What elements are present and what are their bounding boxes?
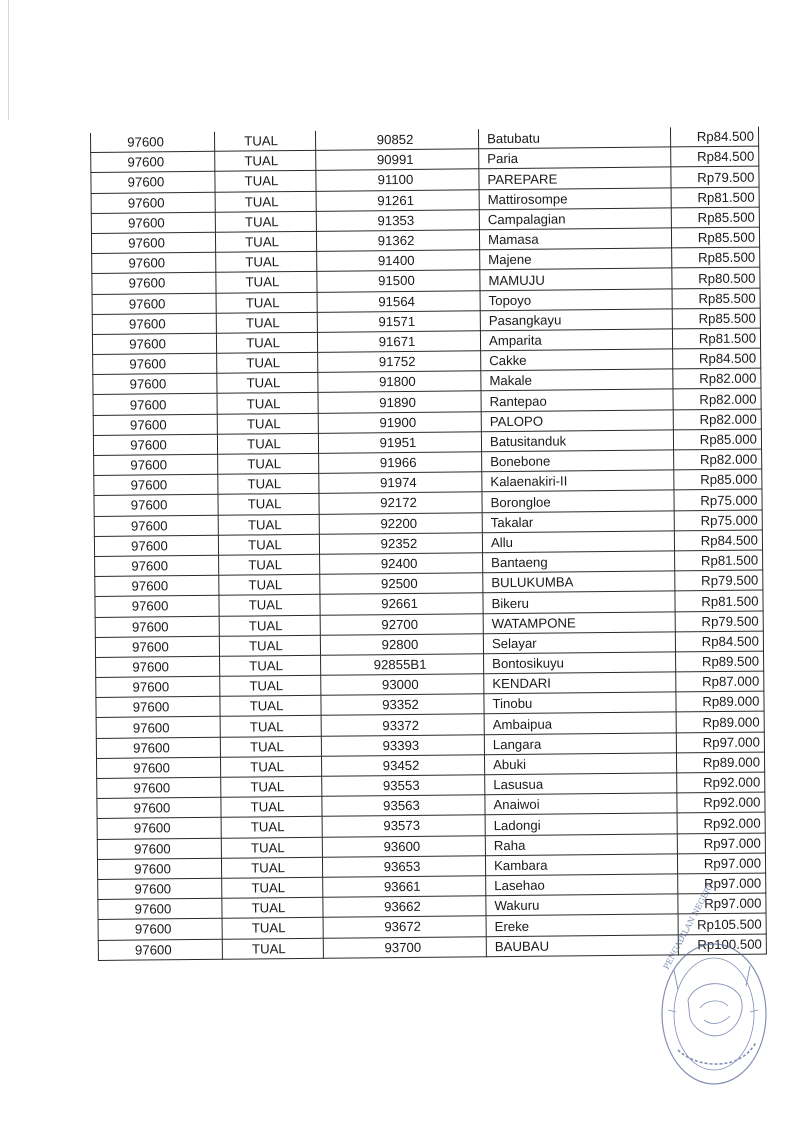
origin-code-cell: 97600	[97, 818, 221, 839]
origin-area-cell: TUAL	[218, 534, 319, 555]
destination-city-cell: Takalar	[482, 510, 674, 532]
destination-zip-cell: 93372	[321, 714, 484, 736]
price-cell: Rp92.000	[677, 812, 765, 833]
origin-area-cell: TUAL	[221, 817, 322, 838]
price-cell: Rp84.500	[673, 348, 761, 369]
origin-area-cell: TUAL	[218, 494, 319, 515]
origin-area-cell: TUAL	[215, 231, 316, 252]
price-cell: Rp84.500	[674, 530, 762, 551]
origin-code-cell: 97600	[95, 616, 219, 637]
rate-table	[90, 127, 767, 961]
destination-zip-cell: 91671	[317, 331, 480, 353]
destination-city-cell: Borongloe	[482, 490, 674, 512]
origin-area-cell: TUAL	[222, 877, 323, 898]
destination-zip-cell: 93553	[322, 775, 485, 797]
origin-area-cell: TUAL	[221, 857, 322, 878]
origin-area-cell: TUAL	[219, 595, 320, 616]
destination-city-cell: Batusitanduk	[481, 430, 673, 452]
destination-city-cell: Batubatu	[478, 127, 670, 149]
origin-area-cell: TUAL	[221, 776, 322, 797]
destination-zip-cell: 91500	[317, 270, 480, 292]
origin-code-cell: 97600	[94, 535, 218, 556]
price-cell: Rp85.500	[671, 227, 759, 248]
destination-city-cell: Wakuru	[486, 894, 678, 916]
origin-code-cell: 97600	[96, 717, 220, 738]
destination-city-cell: Lasehao	[486, 874, 678, 896]
destination-city-cell: PAREPARE	[479, 167, 671, 189]
price-cell: Rp89.500	[676, 651, 764, 672]
origin-area-cell: TUAL	[219, 635, 320, 656]
destination-zip-cell: 92200	[319, 512, 482, 534]
origin-code-cell: 97600	[95, 596, 219, 617]
price-cell: Rp80.500	[672, 267, 760, 288]
price-cell: Rp79.500	[671, 166, 759, 187]
origin-code-cell: 97600	[90, 132, 214, 153]
price-cell: Rp85.500	[672, 288, 760, 309]
origin-area-cell: TUAL	[217, 433, 318, 454]
origin-code-cell: 97600	[91, 172, 215, 193]
destination-city-cell: Campalagian	[479, 208, 671, 230]
origin-code-cell: 97600	[94, 495, 218, 516]
origin-area-cell: TUAL	[216, 332, 317, 353]
price-cell: Rp87.000	[676, 671, 764, 692]
destination-zip-cell: 90852	[315, 129, 478, 150]
origin-code-cell: 97600	[92, 313, 216, 334]
destination-city-cell: Majene	[480, 248, 672, 270]
origin-code-cell: 97600	[94, 474, 218, 495]
price-cell: Rp105.500	[678, 913, 766, 934]
destination-zip-cell: 91752	[318, 351, 481, 373]
destination-zip-cell: 93662	[323, 896, 486, 918]
origin-area-cell: TUAL	[216, 292, 317, 313]
destination-zip-cell: 92855B1	[321, 654, 484, 676]
price-cell: Rp97.000	[678, 893, 766, 914]
destination-zip-cell: 92800	[320, 633, 483, 655]
price-cell: Rp81.500	[672, 328, 760, 349]
destination-city-cell: Topoyo	[480, 288, 672, 310]
origin-area-cell: TUAL	[219, 554, 320, 575]
origin-code-cell: 97600	[92, 293, 216, 314]
destination-zip-cell: 93661	[323, 876, 486, 898]
price-cell: Rp92.000	[677, 772, 765, 793]
price-cell: Rp82.000	[673, 368, 761, 389]
destination-zip-cell: 93573	[322, 815, 485, 837]
origin-area-cell: TUAL	[217, 413, 318, 434]
origin-code-cell: 97600	[98, 939, 222, 960]
destination-zip-cell: 91100	[316, 169, 479, 191]
destination-zip-cell: 90991	[316, 149, 479, 171]
price-cell: Rp84.500	[670, 127, 758, 148]
destination-zip-cell: 91890	[318, 391, 481, 413]
origin-code-cell: 97600	[95, 555, 219, 576]
origin-code-cell: 97600	[93, 414, 217, 435]
destination-city-cell: Ereke	[486, 914, 678, 936]
destination-city-cell: Mattirosompe	[479, 187, 671, 209]
destination-zip-cell: 92400	[320, 553, 483, 575]
origin-code-cell: 97600	[96, 697, 220, 718]
destination-city-cell: WATAMPONE	[483, 611, 675, 633]
price-cell: Rp92.000	[677, 792, 765, 813]
origin-area-cell: TUAL	[222, 918, 323, 939]
origin-code-cell: 97600	[98, 919, 222, 940]
rate-table-container	[90, 127, 766, 959]
origin-code-cell: 97600	[97, 797, 221, 818]
origin-area-cell: TUAL	[220, 756, 321, 777]
price-cell: Rp84.500	[671, 146, 759, 167]
origin-code-cell: 97600	[93, 374, 217, 395]
destination-city-cell: Bikeru	[483, 591, 675, 613]
destination-city-cell: Ambaipua	[484, 712, 676, 734]
destination-zip-cell: 91571	[317, 310, 480, 332]
origin-area-cell: TUAL	[220, 655, 321, 676]
origin-area-cell: TUAL	[220, 675, 321, 696]
origin-code-cell: 97600	[93, 394, 217, 415]
origin-area-cell: TUAL	[218, 453, 319, 474]
destination-city-cell: Kambara	[485, 854, 677, 876]
destination-zip-cell: 91362	[316, 230, 479, 252]
origin-code-cell: 97600	[97, 858, 221, 879]
price-cell: Rp82.000	[673, 389, 761, 410]
origin-code-cell: 97600	[97, 838, 221, 859]
origin-code-cell: 97600	[91, 151, 215, 172]
price-cell: Rp81.500	[671, 187, 759, 208]
destination-zip-cell: 91974	[319, 472, 482, 494]
origin-code-cell: 97600	[97, 757, 221, 778]
origin-code-cell: 97600	[98, 898, 222, 919]
origin-code-cell: 97600	[91, 192, 215, 213]
origin-area-cell: TUAL	[217, 373, 318, 394]
price-cell: Rp75.000	[674, 489, 762, 510]
destination-city-cell: Bantaeng	[483, 551, 675, 573]
price-cell: Rp85.000	[673, 429, 761, 450]
price-cell: Rp75.000	[674, 510, 762, 531]
destination-city-cell: KENDARI	[484, 672, 676, 694]
price-cell: Rp81.500	[675, 550, 763, 571]
origin-area-cell: TUAL	[222, 938, 323, 959]
destination-city-cell: Lasusua	[485, 773, 677, 795]
origin-code-cell: 97600	[95, 636, 219, 657]
destination-city-cell: Mamasa	[479, 228, 671, 250]
origin-code-cell: 97600	[91, 232, 215, 253]
destination-zip-cell: 93672	[323, 916, 486, 938]
destination-zip-cell: 93653	[322, 855, 485, 877]
origin-code-cell: 97600	[91, 212, 215, 233]
price-cell: Rp82.000	[673, 409, 761, 430]
destination-city-cell: Paria	[479, 147, 671, 169]
price-cell: Rp100.500	[678, 934, 766, 955]
destination-city-cell: Makale	[481, 369, 673, 391]
destination-city-cell: Kalaenakiri-II	[482, 470, 674, 492]
destination-zip-cell: 93600	[322, 835, 485, 857]
origin-code-cell: 97600	[93, 434, 217, 455]
origin-area-cell: TUAL	[216, 251, 317, 272]
destination-city-cell: PALOPO	[481, 410, 673, 432]
destination-zip-cell: 93000	[321, 674, 484, 696]
origin-area-cell: TUAL	[215, 171, 316, 192]
price-cell: Rp89.000	[676, 711, 764, 732]
svg-text:PENGADILAN NEGERI: PENGADILAN NEGERI	[661, 882, 715, 971]
origin-code-cell: 97600	[92, 252, 216, 273]
destination-zip-cell: 92172	[319, 492, 482, 514]
destination-zip-cell: 91261	[316, 189, 479, 211]
price-cell: Rp85.500	[671, 207, 759, 228]
origin-area-cell: TUAL	[221, 837, 322, 858]
destination-zip-cell: 92661	[320, 593, 483, 615]
destination-zip-cell: 93563	[322, 795, 485, 817]
origin-area-cell: TUAL	[217, 352, 318, 373]
origin-area-cell: TUAL	[220, 736, 321, 757]
origin-code-cell: 97600	[96, 656, 220, 677]
origin-area-cell: TUAL	[221, 796, 322, 817]
origin-area-cell: TUAL	[215, 191, 316, 212]
destination-zip-cell: 91400	[317, 250, 480, 272]
destination-zip-cell: 93393	[321, 734, 484, 756]
rate-table-body	[90, 127, 766, 961]
destination-zip-cell: 93700	[323, 936, 486, 958]
origin-area-cell: TUAL	[219, 574, 320, 595]
destination-city-cell: Bonebone	[482, 450, 674, 472]
destination-city-cell: Anaiwoi	[485, 793, 677, 815]
price-cell: Rp79.500	[675, 570, 763, 591]
price-cell: Rp89.000	[676, 691, 764, 712]
destination-zip-cell: 91966	[319, 452, 482, 474]
destination-city-cell: Langara	[484, 733, 676, 755]
origin-code-cell: 97600	[94, 515, 218, 536]
page-edge-line	[8, 0, 9, 120]
destination-city-cell: Raha	[485, 833, 677, 855]
origin-code-cell: 97600	[92, 333, 216, 354]
destination-city-cell: BAUBAU	[486, 934, 678, 956]
destination-city-cell: Ladongi	[485, 813, 677, 835]
price-cell: Rp85.000	[674, 469, 762, 490]
destination-city-cell: Cakke	[481, 349, 673, 371]
origin-area-cell: TUAL	[215, 211, 316, 232]
origin-code-cell: 97600	[96, 737, 220, 758]
destination-city-cell: Tinobu	[484, 692, 676, 714]
origin-code-cell: 97600	[92, 273, 216, 294]
destination-city-cell: Pasangkayu	[480, 309, 672, 331]
origin-area-cell: TUAL	[218, 474, 319, 495]
destination-city-cell: Rantepao	[481, 389, 673, 411]
origin-area-cell: TUAL	[218, 514, 319, 535]
price-cell: Rp81.500	[675, 590, 763, 611]
price-cell: Rp82.000	[674, 449, 762, 470]
destination-zip-cell: 93452	[321, 755, 484, 777]
destination-zip-cell: 92352	[319, 533, 482, 555]
destination-zip-cell: 92700	[320, 613, 483, 635]
origin-code-cell: 97600	[98, 878, 222, 899]
origin-area-cell: TUAL	[220, 716, 321, 737]
destination-zip-cell: 91353	[316, 210, 479, 232]
price-cell: Rp85.500	[672, 247, 760, 268]
destination-zip-cell: 91951	[318, 432, 481, 454]
destination-zip-cell: 91900	[318, 411, 481, 433]
destination-city-cell: Selayar	[483, 632, 675, 654]
origin-code-cell: 97600	[97, 777, 221, 798]
origin-area-cell: TUAL	[216, 272, 317, 293]
origin-area-cell: TUAL	[220, 696, 321, 717]
price-cell: Rp97.000	[678, 873, 766, 894]
destination-city-cell: Amparita	[480, 329, 672, 351]
destination-zip-cell: 93352	[321, 694, 484, 716]
origin-area-cell: TUAL	[216, 312, 317, 333]
destination-city-cell: Allu	[482, 531, 674, 553]
origin-area-cell: TUAL	[219, 615, 320, 636]
destination-zip-cell: 91800	[318, 371, 481, 393]
price-cell: Rp97.000	[677, 833, 765, 854]
origin-area-cell: TUAL	[215, 151, 316, 172]
destination-city-cell: Bontosikuyu	[484, 652, 676, 674]
price-cell: Rp97.000	[677, 853, 765, 874]
price-cell: Rp89.000	[676, 752, 764, 773]
destination-city-cell: MAMUJU	[480, 268, 672, 290]
origin-code-cell: 97600	[95, 575, 219, 596]
destination-city-cell: BULUKUMBA	[483, 571, 675, 593]
destination-city-cell: Abuki	[484, 753, 676, 775]
origin-area-cell: TUAL	[214, 131, 315, 152]
price-cell: Rp85.500	[672, 308, 760, 329]
origin-code-cell: 97600	[93, 353, 217, 374]
destination-zip-cell: 91564	[317, 290, 480, 312]
price-cell: Rp84.500	[675, 631, 763, 652]
origin-code-cell: 97600	[94, 454, 218, 475]
origin-area-cell: TUAL	[217, 393, 318, 414]
price-cell: Rp79.500	[675, 611, 763, 632]
destination-zip-cell: 92500	[320, 573, 483, 595]
price-cell: Rp97.000	[676, 732, 764, 753]
origin-code-cell: 97600	[96, 676, 220, 697]
origin-area-cell: TUAL	[222, 897, 323, 918]
